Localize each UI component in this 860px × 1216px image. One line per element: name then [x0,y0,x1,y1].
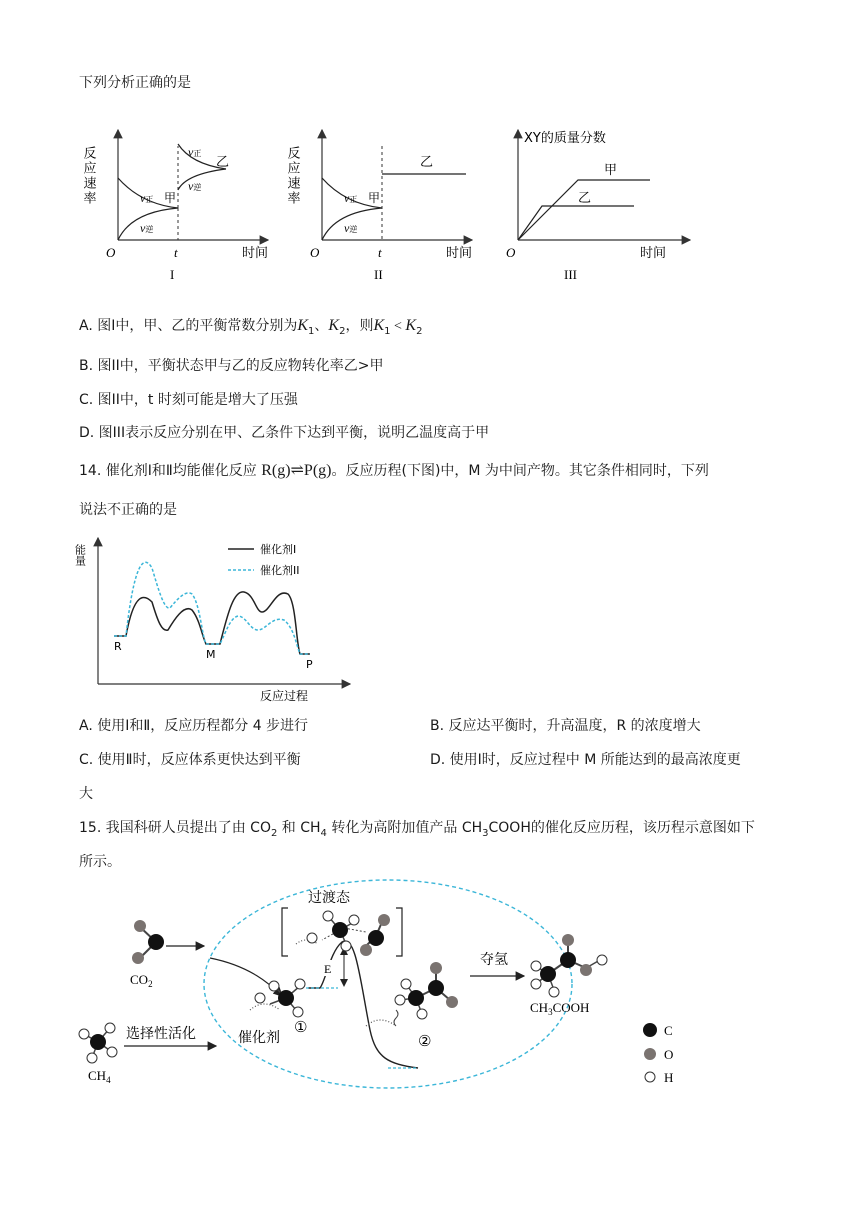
q15-stem-line2: 所示。 [79,854,121,870]
q13-option-b: B. 图II中，平衡状态甲与乙的反应物转化率乙>甲 [79,358,384,374]
caption-1: I [170,267,175,282]
q15-stem-line1: 15. 我国科研人员提出了由 $CO_2$ 和 $CH_4$ 转化为高附加值产品 $CH_3COOH$的催化反应历程，该历程示意图如下 [79,820,755,839]
q14-option-a: A. 使用Ⅰ和Ⅱ，反应历程都分 4 步进行 [79,718,309,734]
q13-option-a: A. 图I中，甲、乙的平衡常数分别为$K_1$、$K_2$，则$K_1 < K_2$ [79,317,423,337]
transition-label: 过渡态 [308,890,350,906]
label-vni-2: v逆 [344,221,358,235]
legend-O-icon [644,1048,656,1060]
label-vni-1a: v逆 [140,221,154,235]
transition-state-molecule [296,911,390,956]
caption-3: III [564,267,577,282]
label-vzheng-1b: v正 [188,145,202,159]
q13-option-c: C. 图II中，t 时刻可能是增大了压强 [79,392,298,408]
energy-profile-chart [73,532,358,708]
mechanism-diagram [70,880,710,1104]
label-jia-2: 甲 [368,191,381,205]
label-vzheng-1a: v正 [140,191,154,205]
label-M: M [206,648,216,661]
label-vzheng-2: v正 [344,191,358,205]
legend-label-1: 催化剂I [260,543,297,556]
label-jia-1: 甲 [164,191,177,205]
q14-stem-line2: 说法不正确的是 [79,502,177,518]
graph-1 [80,126,276,286]
chart-ylabel: 能量 [73,544,87,566]
q13-prompt: 下列分析正确的是 [79,75,191,91]
q14-stem-line1: 14. 催化剂Ⅰ和Ⅱ均能催化反应 R(g)⇌P(g)。反应历程(下图)中，M 为中间产物。其它条件相同时，下列 [79,462,709,479]
step1-label: ① [294,1018,308,1036]
process-ellipse [204,880,572,1088]
select-label: 选择性活化 [126,1026,196,1042]
ch4-label: $CH_4$ [88,1068,111,1085]
label-P: P [306,658,313,671]
ylabel-3: XY的质量分数 [524,131,606,146]
xlabel-2: 时间 [446,246,473,261]
graph-2 [284,126,480,286]
q14-option-d-line1: D. 使用Ⅰ时，反应过程中 M 所能达到的最高浓度更 [430,752,741,768]
origin-1: O [106,245,116,260]
xlabel-1: 时间 [242,246,269,261]
ch3cooh-label: $CH_3COOH$ [530,1000,590,1017]
label-yi-2: 乙 [420,155,434,170]
label-vni-1b: v逆 [188,179,202,193]
q14-option-d-line2: 大 [79,786,93,802]
graph-3 [500,126,700,286]
label-yi-1: 乙 [216,155,230,170]
xlabel-3: 时间 [640,246,667,261]
legend-H-icon [645,1072,655,1082]
step2-molecule [366,962,458,1026]
dehydro-label: 夺氢 [480,952,508,968]
t-label-1: t [174,245,178,260]
ylabel-2: 反应速率 [284,146,300,206]
legend-O-label: O [664,1047,674,1062]
caption-2: II [374,267,383,282]
chart-xlabel: 反应过程 [260,689,309,703]
step2-label: ② [418,1032,432,1050]
co2-molecule [132,920,164,964]
v-ni-curve [118,208,178,240]
q14-option-c: C. 使用Ⅱ时，反应体系更快达到平衡 [79,752,301,768]
label-yi-3: 乙 [578,191,592,206]
label-jia-3: 甲 [604,163,618,178]
E-label: E [324,962,332,976]
legend-label-2: 催化剂II [260,564,300,577]
legend-C-label: C [664,1023,673,1038]
origin-3: O [506,245,516,260]
ylabel-1: 反应速率 [80,146,96,206]
ch3cooh-molecule [531,934,607,997]
origin-2: O [310,245,320,260]
legend-C-icon [643,1023,657,1037]
label-R: R [114,640,122,653]
catalyst-label: 催化剂 [238,1030,280,1046]
ch4-molecule [79,1023,117,1063]
q14-option-b: B. 反应达平衡时，升高温度，R 的浓度增大 [430,718,701,734]
legend-H-label: H [664,1070,674,1085]
q13-option-d: D. 图III表示反应分别在甲、乙条件下达到平衡，说明乙温度高于甲 [79,425,490,441]
t-label-2: t [378,245,382,260]
co2-label: $CO_2$ [130,972,153,989]
step1-molecule [250,979,305,1017]
